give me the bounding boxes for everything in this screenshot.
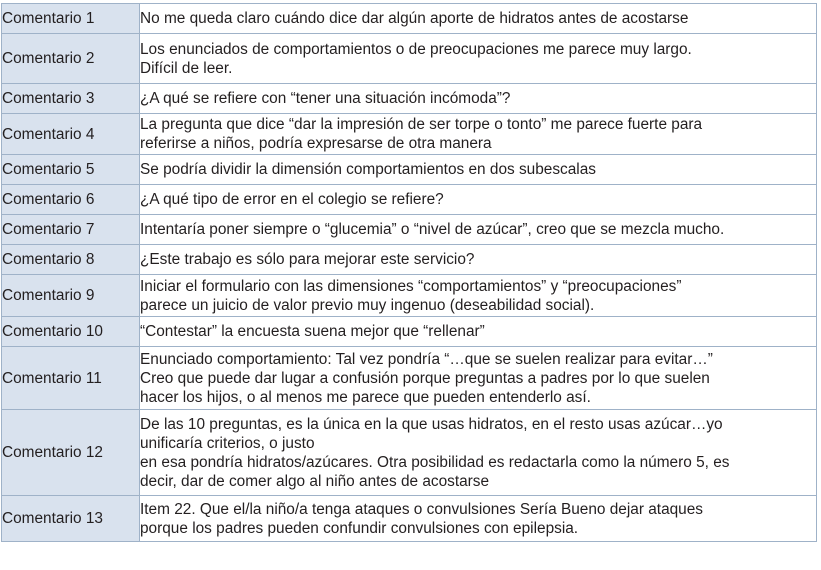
comment-text-line: porque los padres pueden confundir convulsiones con epilepsia. xyxy=(140,519,579,537)
comment-row xyxy=(2,215,817,245)
comment-text-line: ¿A qué tipo de error en el colegio se refiere? xyxy=(140,191,444,208)
comment-text xyxy=(140,114,817,155)
comment-row xyxy=(2,496,817,542)
comment-row xyxy=(2,185,817,215)
comment-row xyxy=(2,275,817,317)
comment-text xyxy=(140,34,817,84)
comment-label: Comentario 11 xyxy=(2,347,140,410)
comment-row xyxy=(2,155,817,185)
comment-text xyxy=(140,4,817,34)
comment-label: Comentario 8 xyxy=(2,245,140,275)
comment-label: Comentario 7 xyxy=(2,215,140,245)
comment-text-line: No me queda claro cuándo dice dar algún aporte de hidratos antes de acostarse xyxy=(140,10,689,27)
comment-row xyxy=(2,317,817,347)
comment-text-line: Item 22. Que el/la niño/a tenga ataques o convulsiones Sería Bueno dejar ataques xyxy=(140,500,703,518)
comment-label: Comentario 3 xyxy=(2,84,140,114)
comment-text xyxy=(140,317,817,347)
comment-label: Comentario 1 xyxy=(2,4,140,34)
comment-text-line: Creo que puede dar lugar a confusión porque preguntas a padres por lo que suelen xyxy=(140,369,710,387)
comment-text xyxy=(140,245,817,275)
comment-label: Comentario 6 xyxy=(2,185,140,215)
comment-row xyxy=(2,34,817,84)
comment-text-line: Iniciar el formulario con las dimensiones “comportamientos” y “preocupaciones” xyxy=(140,277,682,295)
comment-text-line: La pregunta que dice “dar la impresión de ser torpe o tonto” me parece fuerte para xyxy=(140,116,703,133)
comment-text xyxy=(140,155,817,185)
comment-text-line: De las 10 preguntas, es la única en la que usas hidratos, en el resto usas azúcar…yo xyxy=(140,415,723,433)
comments-table-body xyxy=(2,4,817,542)
comment-row xyxy=(2,245,817,275)
comment-text-line: referirse a niños, podría expresarse de otra manera xyxy=(140,135,492,152)
comment-label: Comentario 2 xyxy=(2,34,140,84)
comment-label: Comentario 4 xyxy=(2,114,140,155)
comment-text xyxy=(140,185,817,215)
comment-label: Comentario 10 xyxy=(2,317,140,347)
comment-text xyxy=(140,215,817,245)
comment-text xyxy=(140,84,817,114)
comment-row xyxy=(2,114,817,155)
comment-text-line: hacer los hijos, o al menos me parece que pueden entenderlo así. xyxy=(140,388,591,406)
comment-text-line: ¿A qué se refiere con “tener una situación incómoda”? xyxy=(140,90,511,107)
comment-text-line: Difícil de leer. xyxy=(140,59,233,77)
comment-row xyxy=(2,347,817,410)
comment-text-line: Enunciado comportamiento: Tal vez pondría “…que se suelen realizar para evitar…” xyxy=(140,350,713,368)
comment-text xyxy=(140,347,817,410)
comment-row xyxy=(2,84,817,114)
comment-text xyxy=(140,275,817,317)
comment-label: Comentario 12 xyxy=(2,410,140,496)
comment-text-line: unificaría criterios, o justo xyxy=(140,434,315,452)
comments-table xyxy=(1,3,817,542)
comment-text-line: en esa pondría hidratos/azúcares. Otra posibilidad es redactarla como la número 5, es xyxy=(140,453,730,471)
comment-text-line: Intentaría poner siempre o “glucemia” o “nivel de azúcar”, creo que se mezcla mucho. xyxy=(140,221,725,238)
comment-text-line: “Contestar” la encuesta suena mejor que “rellenar” xyxy=(140,323,485,340)
comment-text xyxy=(140,410,817,496)
comment-row xyxy=(2,410,817,496)
comment-text-line: Los enunciados de comportamientos o de preocupaciones me parece muy largo. xyxy=(140,40,692,58)
comment-text-line: ¿Este trabajo es sólo para mejorar este servicio? xyxy=(140,251,475,268)
comment-label: Comentario 9 xyxy=(2,275,140,317)
comment-row xyxy=(2,4,817,34)
comment-text-line: Se podría dividir la dimensión comportamientos en dos subescalas xyxy=(140,161,596,178)
comment-label: Comentario 5 xyxy=(2,155,140,185)
comment-label: Comentario 13 xyxy=(2,496,140,542)
comment-text-line: decir, dar de comer algo al niño antes de acostarse xyxy=(140,472,490,490)
comment-text xyxy=(140,496,817,542)
comment-text-line: parece un juicio de valor previo muy ingenuo (deseabilidad social). xyxy=(140,296,595,314)
